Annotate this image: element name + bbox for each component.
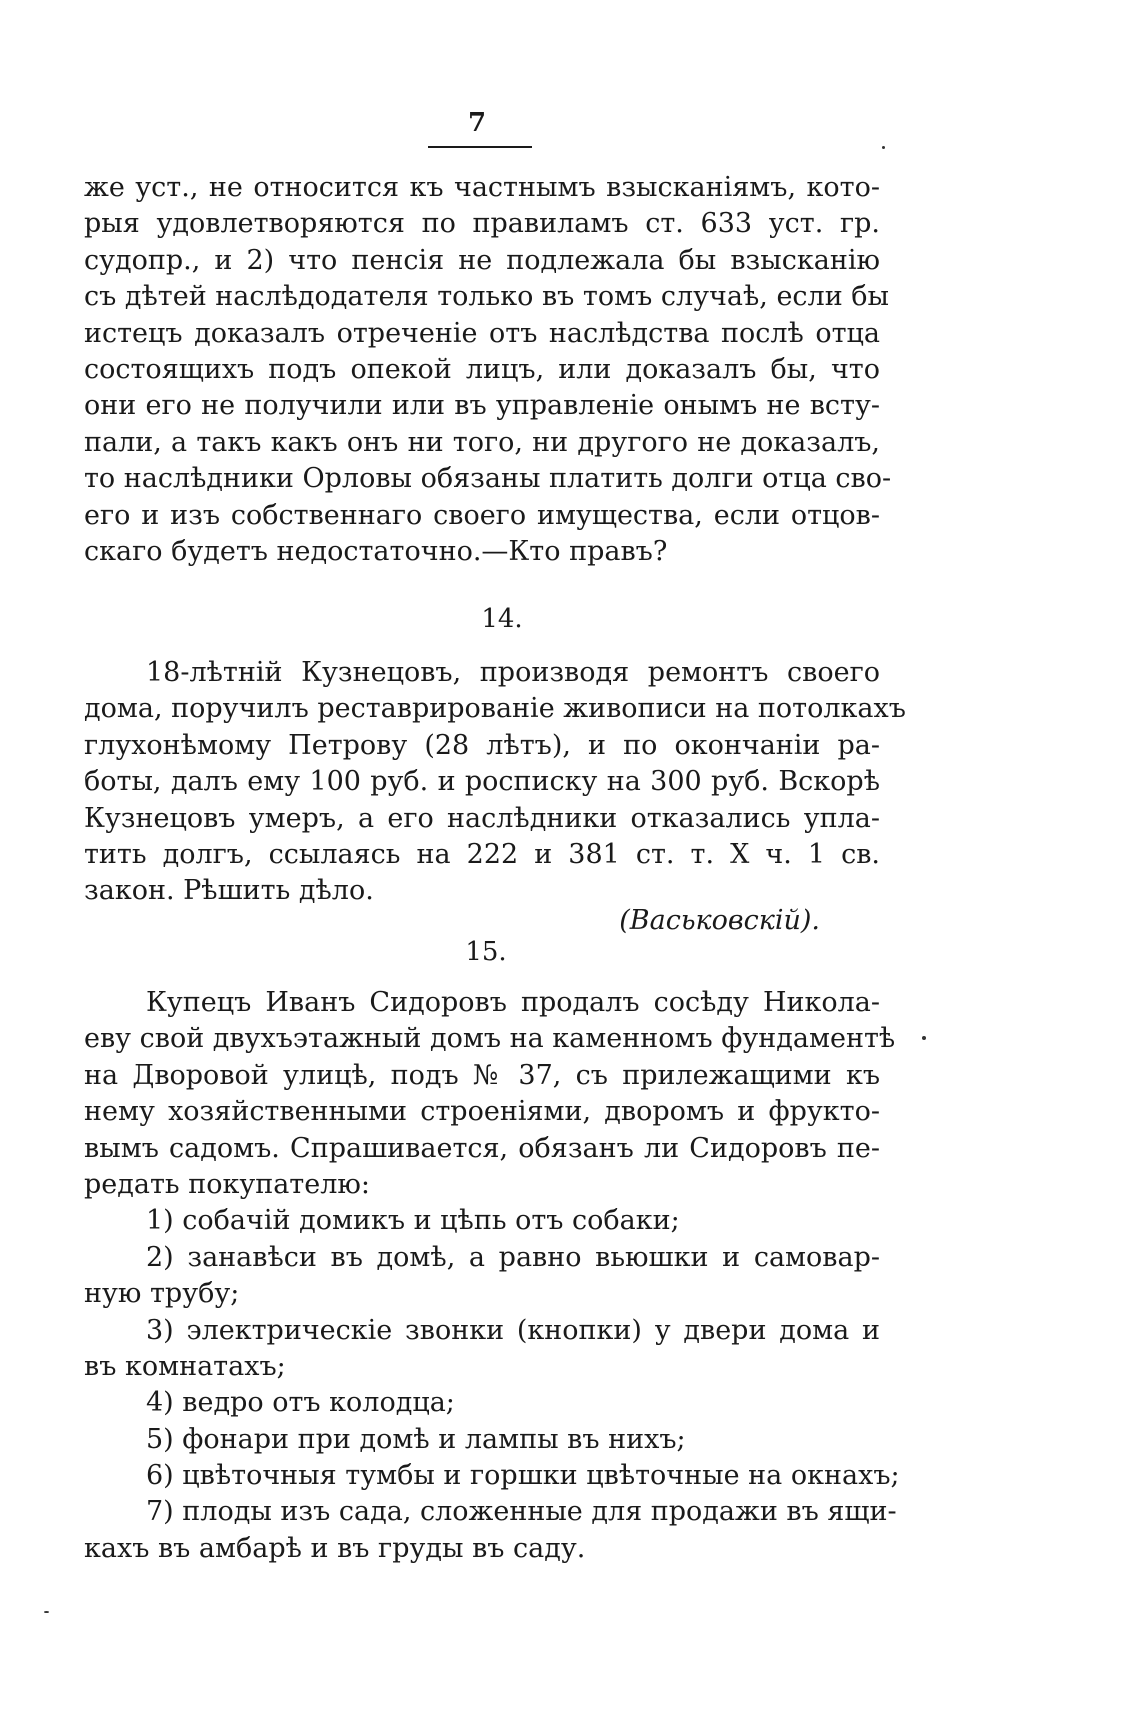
section-number-15: 15. bbox=[465, 937, 507, 967]
scan-speck bbox=[922, 1036, 926, 1040]
text-line: состоящихъ подъ опекой лицъ, или доказалъ бы, что bbox=[84, 353, 880, 385]
list-item-2-continuation: ную трубу; bbox=[84, 1278, 240, 1310]
text-line: закон. Рѣшить дѣло. bbox=[84, 875, 374, 907]
list-item-3: 3) электрическіе звонки (кнопки) у двери дома и bbox=[146, 1314, 880, 1346]
list-item-7-continuation: кахъ въ амбарѣ и въ груды въ саду. bbox=[84, 1532, 586, 1564]
list-item-4: 4) ведро отъ колодца; bbox=[146, 1387, 455, 1419]
text-line: глухонѣмому Петрову (28 лѣтъ), и по окончаніи ра- bbox=[84, 729, 880, 761]
list-item-7: 7) плоды изъ сада, сложенные для продажи въ ящи- bbox=[146, 1496, 897, 1528]
text-line: дома, поручилъ реставрированіе живописи на потолкахъ bbox=[84, 693, 906, 725]
attribution: (Васьковскій). bbox=[619, 905, 820, 936]
text-line: боты, далъ ему 100 руб. и росписку на 300 руб. Вскорѣ bbox=[84, 766, 880, 798]
text-line: рыя удовлетворяются по правиламъ ст. 633 уст. гр. bbox=[84, 208, 880, 240]
text-line: съ дѣтей наслѣдодателя только въ томъ случаѣ, если бы bbox=[84, 281, 890, 313]
list-item-5: 5) фонари при домѣ и лампы въ нихъ; bbox=[146, 1423, 686, 1455]
section-14-paragraph bbox=[84, 655, 906, 910]
list-item-3-continuation: въ комнатахъ; bbox=[84, 1350, 286, 1382]
text-line: же уст., не относится къ частнымъ взысканіямъ, кото- bbox=[84, 172, 880, 203]
text-line: истецъ доказалъ отреченіе отъ наслѣдства послѣ отца bbox=[84, 317, 880, 349]
continuation-paragraph bbox=[84, 170, 892, 570]
section-15-paragraph bbox=[84, 985, 900, 1567]
list-item-1: 1) собачій домикъ и цѣпь отъ собаки; bbox=[146, 1205, 680, 1237]
list-item-6: 6) цвѣточныя тумбы и горшки цвѣточные на окнахъ; bbox=[146, 1460, 900, 1492]
page-number-rule bbox=[428, 146, 532, 148]
list-item-2: 2) занавѣси въ домѣ, а равно вьюшки и самовар- bbox=[146, 1241, 880, 1273]
text-line: его и изъ собственнаго своего имущества, если отцов- bbox=[84, 499, 880, 531]
text-line: на Дворовой улицѣ, подъ № 37, съ прилежащими къ bbox=[84, 1059, 880, 1091]
text-line: пали, а такъ какъ онъ ни того, ни другого не доказалъ, bbox=[84, 426, 880, 458]
section-number-14: 14. bbox=[481, 604, 523, 634]
text-line: 18-лѣтній Кузнецовъ, производя ремонтъ своего bbox=[146, 657, 880, 688]
text-line: они его не получили или въ управленіе онымъ не всту- bbox=[84, 390, 880, 422]
text-line: судопр., и 2) что пенсія не подлежала бы взысканію bbox=[84, 244, 880, 276]
text-line: еву свой двухъэтажный домъ на каменномъ фундаментѣ bbox=[84, 1023, 896, 1055]
text-line: Купецъ Иванъ Сидоровъ продалъ сосѣду Никола- bbox=[146, 987, 880, 1018]
text-line: вымъ садомъ. Спрашивается, обязанъ ли Сидоровъ пе- bbox=[84, 1132, 880, 1164]
text-line: скаго будетъ недостаточно.—Кто правъ? bbox=[84, 535, 668, 567]
page-number: 7 bbox=[467, 108, 487, 138]
text-line: то наслѣдники Орловы обязаны платить долги отца сво- bbox=[84, 463, 892, 495]
text-line: редать покупателю: bbox=[84, 1168, 370, 1200]
text-line: Кузнецовъ умеръ, а его наслѣдники отказались упла- bbox=[84, 802, 880, 834]
scan-speck bbox=[882, 146, 885, 149]
text-line: тить долгъ, ссылаясь на 222 и 381 ст. т. X ч. 1 св. bbox=[84, 838, 880, 870]
text-line: нему хозяйственными строеніями, дворомъ и фрукто- bbox=[84, 1096, 880, 1128]
scan-speck bbox=[44, 1611, 49, 1613]
